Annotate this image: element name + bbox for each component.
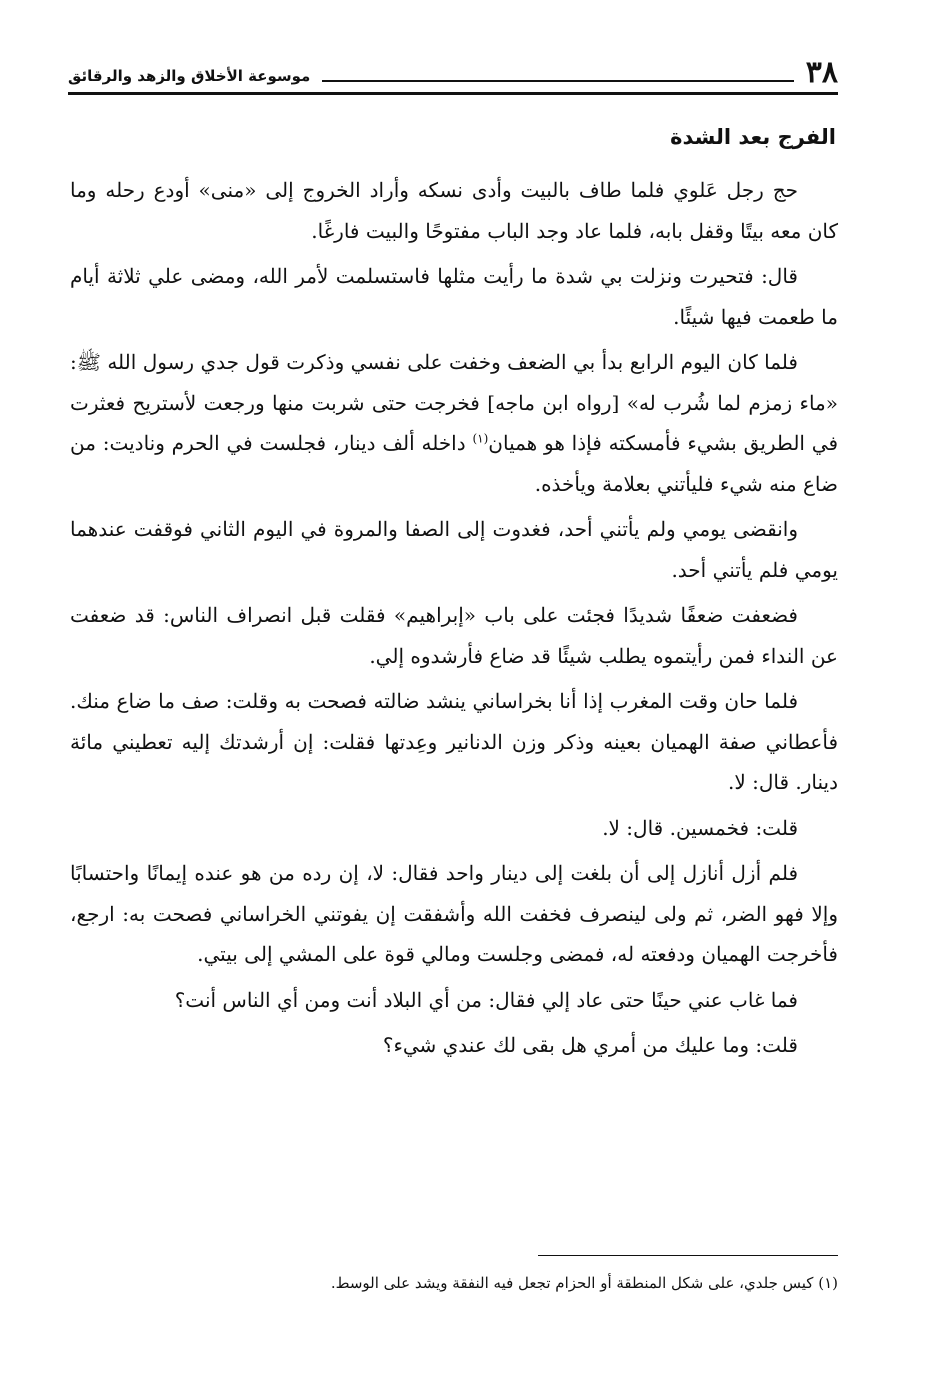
book-title: موسوعة الأخلاق والزهد والرقائق [68, 67, 311, 85]
paragraph: قلت: فخمسين. قال: لا. [602, 815, 798, 840]
footnote-number: (١) [818, 1274, 838, 1292]
footnote [70, 1270, 838, 1296]
header-rule [322, 80, 793, 82]
paragraph: فلما حان وقت المغرب إذا أنا بخراساني ينشد ضالته فصحت به وقلت: صف ما ضاع منك. فأعطاني صفة الهميان بعينه وذكر وزن الدنانير وعِدتها فقلت: إن أرشدتك إليه تعطيني مائة دينار. قال: لا. [70, 689, 838, 794]
running-header [68, 54, 838, 94]
paragraph: قلت: وما عليك من أمري هل بقى لك عندي شيء؟ [382, 1033, 798, 1057]
footnote-rule [538, 1255, 838, 1256]
page-number: ٣٨ [805, 55, 838, 90]
paragraph: فلم أزل أنازل إلى أن بلغت إلى دينار واحد فقال: لا، إن رده من هو عنده إيمانًا واحتسابًا وإلا فهو الضر، ثم ولى لينصرف فخفت الله وأشفقت إن يفوتني الخراساني فصحت به: ارجع، فأخرجت الهميان ودفعته له، فمضى وجلست ومالي قوة على المشي إلى بيتي. [70, 861, 838, 966]
paragraph: قال: فتحيرت ونزلت بي شدة ما رأيت مثلها فاستسلمت لأمر الله، ومضى علي ثلاثة أيام ما طعمت فيها شيئًا. [70, 264, 838, 329]
body-text [70, 170, 838, 1071]
header-underline [68, 92, 838, 95]
footnote-marker: (١) [472, 431, 489, 446]
footnote-text: كيس جلدي، على شكل المنطقة أو الحزام تجعل فيه النفقة ويشد على الوسط. [330, 1274, 819, 1292]
section-title: الفرج بعد الشدة [670, 125, 836, 149]
paragraph: فضعفت ضعفًا شديدًا فجئت على باب «إبراهيم» فقلت قبل انصراف الناس: قد ضعفت عن النداء فمن رأيتموه يطلب شيئًا قد ضاع فأرشدوه إلي. [70, 603, 838, 668]
paragraph: فما غاب عني حينًا حتى عاد إلي فقال: من أي البلاد أنت ومن أي الناس أنت؟ [174, 987, 798, 1012]
paragraph-text: فلما كان اليوم الرابع بدأ بي الضعف وخفت على نفسي وذكرت قول جدي رسول الله ﷺ: «ماء زمزم لما شُرب له» [رواه ابن ماجه] فخرجت حتى شربت منها ورجعت لأستريح فعثرت في الطريق بشيء فأمسكته فإذا هو هميان [70, 350, 839, 455]
paragraph-text: داخله ألف دينار، فجلست في الحرم وناديت: من ضاع منه شيء فليأتني بعلامة ويأخذه. [70, 431, 838, 496]
paragraph: وانقضى يومي ولم يأتني أحد، فغدوت إلى الصفا والمروة في اليوم الثاني فوقفت عندهما يومي فلم يأتني أحد. [70, 517, 838, 582]
paragraph [70, 342, 838, 504]
paragraph: حج رجل عَلوي فلما طاف بالبيت وأدى نسكه وأراد الخروج إلى «منى» أودع رحله وما كان معه بيتًا وقفل بابه، فلما عاد وجد الباب مفتوحًا والبيت فارغًا. [70, 178, 838, 243]
